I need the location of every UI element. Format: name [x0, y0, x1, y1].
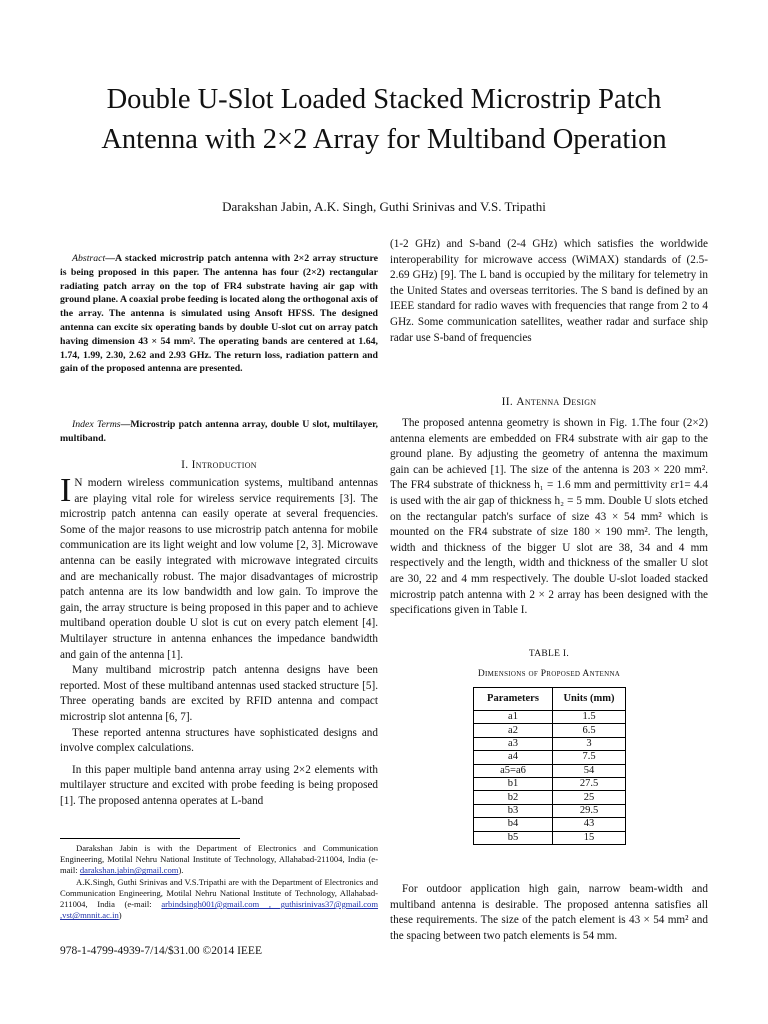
table-row [474, 777, 626, 790]
parameter-cell: a3 [474, 737, 553, 750]
intro-paragraph-2: Many multiband microstrip patch antenna designs have been reported. Most of these multiband antennas used stacked structure [5]. Three operating bands are excited by RFID antenna and compact microstrip slot antenna [6, 7]. [60, 664, 378, 723]
table-caption: Dimensions of Proposed Antenna [477, 669, 621, 679]
paper-title: Double U-Slot Loaded Stacked Microstrip Patch Antenna with 2×2 Array for Multiband Operation [101, 84, 667, 155]
intro-paragraph-3: These reported antenna structures have sophisticated designs and involve complex calculations. [60, 726, 378, 755]
abstract-label: Abstract [72, 253, 106, 264]
abstract [60, 252, 378, 376]
table-row [474, 791, 626, 804]
table-row [474, 737, 626, 750]
parameter-cell: b3 [474, 804, 553, 817]
index-terms [60, 418, 378, 446]
index-terms-text: —Microstrip patch antenna array, double U slot, multilayer, multiband. [60, 419, 378, 444]
value-cell: 27.5 [553, 777, 626, 790]
table-row [474, 804, 626, 817]
value-cell: 25 [553, 791, 626, 804]
table-row [474, 818, 626, 831]
design-paragraph-1: The proposed antenna geometry is shown in Fig. 1.The four (2×2) antenna elements are embedded on FR4 substrate with air gap to the ground plane. By adjusting the geometry of antenna the maximum gain can be achieved [1]. The size of the antenna is 203 × 220 mm². The FR4 substrate of thickness h₁ = 1.6 mm and permittivity εr1= 4.4 is used with the air gap of thickness h₂ = 5 mm. Double U slots etched on the rectangular patch's surface of size 43 × 54 mm² which is mounted on the FR4 substrate of size 180 × 190 mm². The length, width and thickness of the bigger U slot are 38, 34 and 4 mm respectively and the length, width and thickness of the smaller U slot are 30, 22 and 4 mm respectively. The double U-slot loaded stacked microstrip patch antenna with 2 × 2 array has been designed with the specifications given in Table I. [390, 417, 708, 617]
drop-cap: I [60, 472, 72, 509]
section-heading-antenna-design: II. Antenna Design [501, 396, 597, 408]
footnote-rule [60, 838, 240, 839]
value-cell: 1.5 [553, 711, 626, 724]
value-cell: 3 [553, 737, 626, 750]
parameter-cell: b2 [474, 791, 553, 804]
section-heading-introduction: I. Introduction [181, 459, 257, 471]
index-terms-label: Index Terms [72, 419, 121, 430]
value-cell: 29.5 [553, 804, 626, 817]
value-cell: 54 [553, 764, 626, 777]
author-list: Darakshan Jabin, A.K. Singh, Guthi Srinivas and V.S. Tripathi [222, 199, 546, 214]
email-links[interactable]: arbindsingh001@gmail.com , guthisrinivas37@gmail.com ,vst@mnnit.ac.in [60, 899, 379, 921]
introduction-body [60, 472, 378, 809]
spec-table [473, 687, 626, 845]
table-row [474, 724, 626, 737]
footnote: Darakshan Jabin is with the Department of Electronics and Communication Engineering, Motilal Nehru National Institute of Technology, Allahabad-211004, India (e-mail: darakshan.jabin@gmail.com). A.K.Singh, Guthi Srinivas and V.S.Tripathi are with the Department of Electronics and Communication Engineering, Motilal Nehru National Institute of Technology, Allahabad-211004, India (e-mail: arbindsingh001@gmail.com , guthisrinivas37@gmail.com ,vst@mnnit.ac.in) [60, 843, 379, 921]
table-header: Units (mm) [553, 688, 626, 711]
parameter-cell: a5=a6 [474, 764, 553, 777]
parameter-cell: b5 [474, 831, 553, 844]
right-column-continuation [390, 237, 708, 346]
parameter-cell: b1 [474, 777, 553, 790]
parameter-cell: b4 [474, 818, 553, 831]
design-conclusion [390, 882, 708, 944]
right-paragraph-continued: (1-2 GHz) and S-band (2-4 GHz) which satisfies the worldwide interoperability for microwave access (WiMAX) standards of (2.5-2.69 GHz) [9]. The L band is occupied by the military for telemetry in the United States and overseas territories. The S band is defined by an IEEE standard for radio waves with frequencies that range from 2 to 4 GHz. Some communication satellites, weather radar and surface ship radar use S-band of frequencies [390, 238, 708, 344]
parameter-cell: a2 [474, 724, 553, 737]
table-row [474, 751, 626, 764]
value-cell: 7.5 [553, 751, 626, 764]
value-cell: 15 [553, 831, 626, 844]
abstract-text: —A stacked microstrip patch antenna with 2×2 array structure is being proposed in this paper. The antenna has four (2×2) rectangular radiating patch array on the top of FR4 substrate having air gap with ground plane. A coaxial probe feeding is located along the orthogonal axis of the array. The antenna is simulated using Ansoft HFSS. The designed antenna can excite six operating bands by double U-slot cut on array patch having dimension 43 × 54 mm². The operating bands are centered at 1.64, 1.74, 1.99, 2.30, 2.62 and 2.93 GHz. The return loss, radiation pattern and gain of the proposed antenna are presented. [60, 253, 378, 375]
table-row [474, 764, 626, 777]
copyright-notice: 978-1-4799-4939-7/14/$31.00 ©2014 IEEE [60, 945, 262, 957]
table-header: Parameters [474, 688, 553, 711]
intro-paragraph-4: In this paper multiple band antenna array using 2×2 elements with multilayer structure and excited with probe feeding is being proposed [1]. The proposed antenna operates at L-band [60, 763, 378, 807]
design-paragraph-2: For outdoor application high gain, narrow beam-width and multiband antenna is desirable. The proposed antenna satisfies all these requirements. The size of the patch element is 43 × 54 mm² and the spacing between two patch elements is 54 mm. [390, 883, 708, 942]
table-label: TABLE I. [528, 649, 570, 659]
intro-paragraph-1: N modern wireless communication systems, multiband antennas are playing vital role for wireless service requirements [3]. The microstrip patch antenna can easily operate at several frequencies. Some of the major reasons to use microstrip patch antenna for mobile communication are its light weight and low volume [2, 3]. Microwave antenna can be easily integrated with microwave integrated circuits and are mechanically robust. The major disadvantages of microstrip patch antenna are its low bandwidth and low gain. To improve the gain, the array structure is being proposed in this paper and to achieve multiband operation double U slot is cut on every patch element [4]. Multilayer structure in antenna enhances the impedance bandwidth and gain of the antenna [1]. [60, 477, 378, 661]
table-row [474, 831, 626, 844]
parameter-cell: a4 [474, 751, 553, 764]
antenna-design-body [390, 416, 708, 619]
table-row [474, 711, 626, 724]
parameter-cell: a1 [474, 711, 553, 724]
email-link[interactable]: darakshan.jabin@gmail.com [79, 865, 179, 876]
value-cell: 43 [553, 818, 626, 831]
value-cell: 6.5 [553, 724, 626, 737]
